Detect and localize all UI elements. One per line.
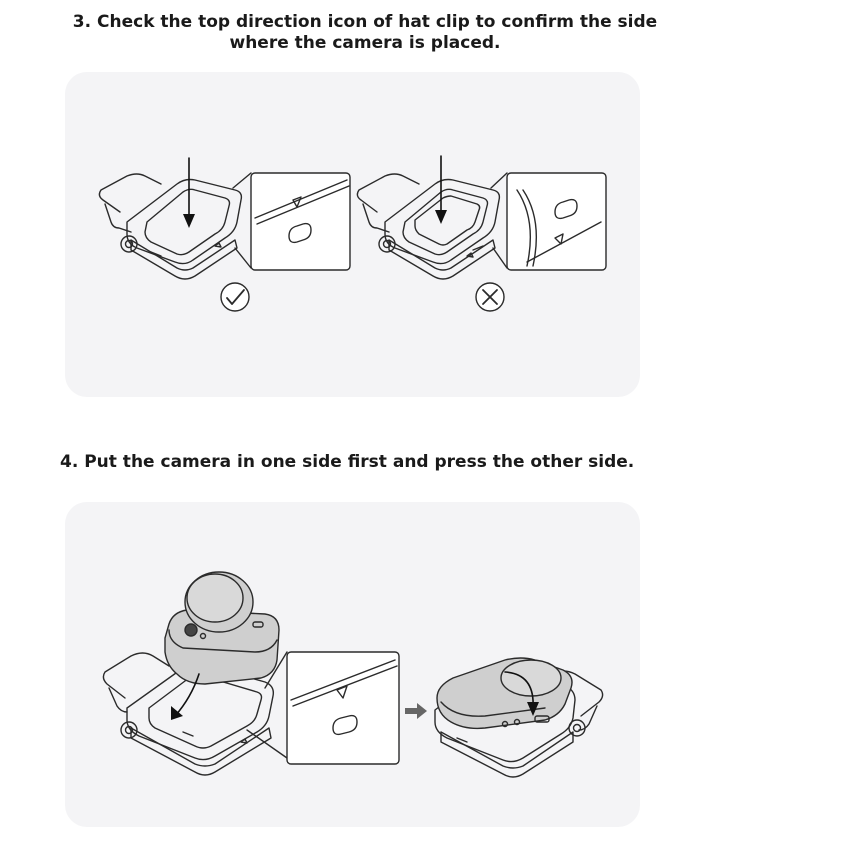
step-3-illustration-panel bbox=[65, 72, 640, 397]
step-4-instruction: 4. Put the camera in one side first and press the other side. bbox=[60, 452, 635, 472]
step-3-illustration bbox=[65, 72, 640, 397]
hat-clip-insert-stage bbox=[103, 572, 287, 775]
hat-clip-wrong-orientation bbox=[357, 156, 507, 279]
zoom-detail-insert bbox=[287, 652, 399, 764]
zoom-detail-correct bbox=[251, 173, 350, 270]
check-mark-icon bbox=[221, 283, 249, 311]
cross-mark-icon bbox=[476, 283, 504, 311]
hat-clip-press-stage bbox=[435, 658, 603, 777]
step-4-illustration bbox=[65, 502, 640, 827]
zoom-detail-wrong bbox=[507, 173, 606, 270]
next-step-arrow-icon bbox=[405, 703, 427, 719]
hat-clip-correct-orientation bbox=[99, 158, 251, 279]
step-4-illustration-panel bbox=[65, 502, 640, 827]
step-3-instruction: 3. Check the top direction icon of hat clip to confirm the side where the camera is placed. bbox=[72, 12, 658, 53]
